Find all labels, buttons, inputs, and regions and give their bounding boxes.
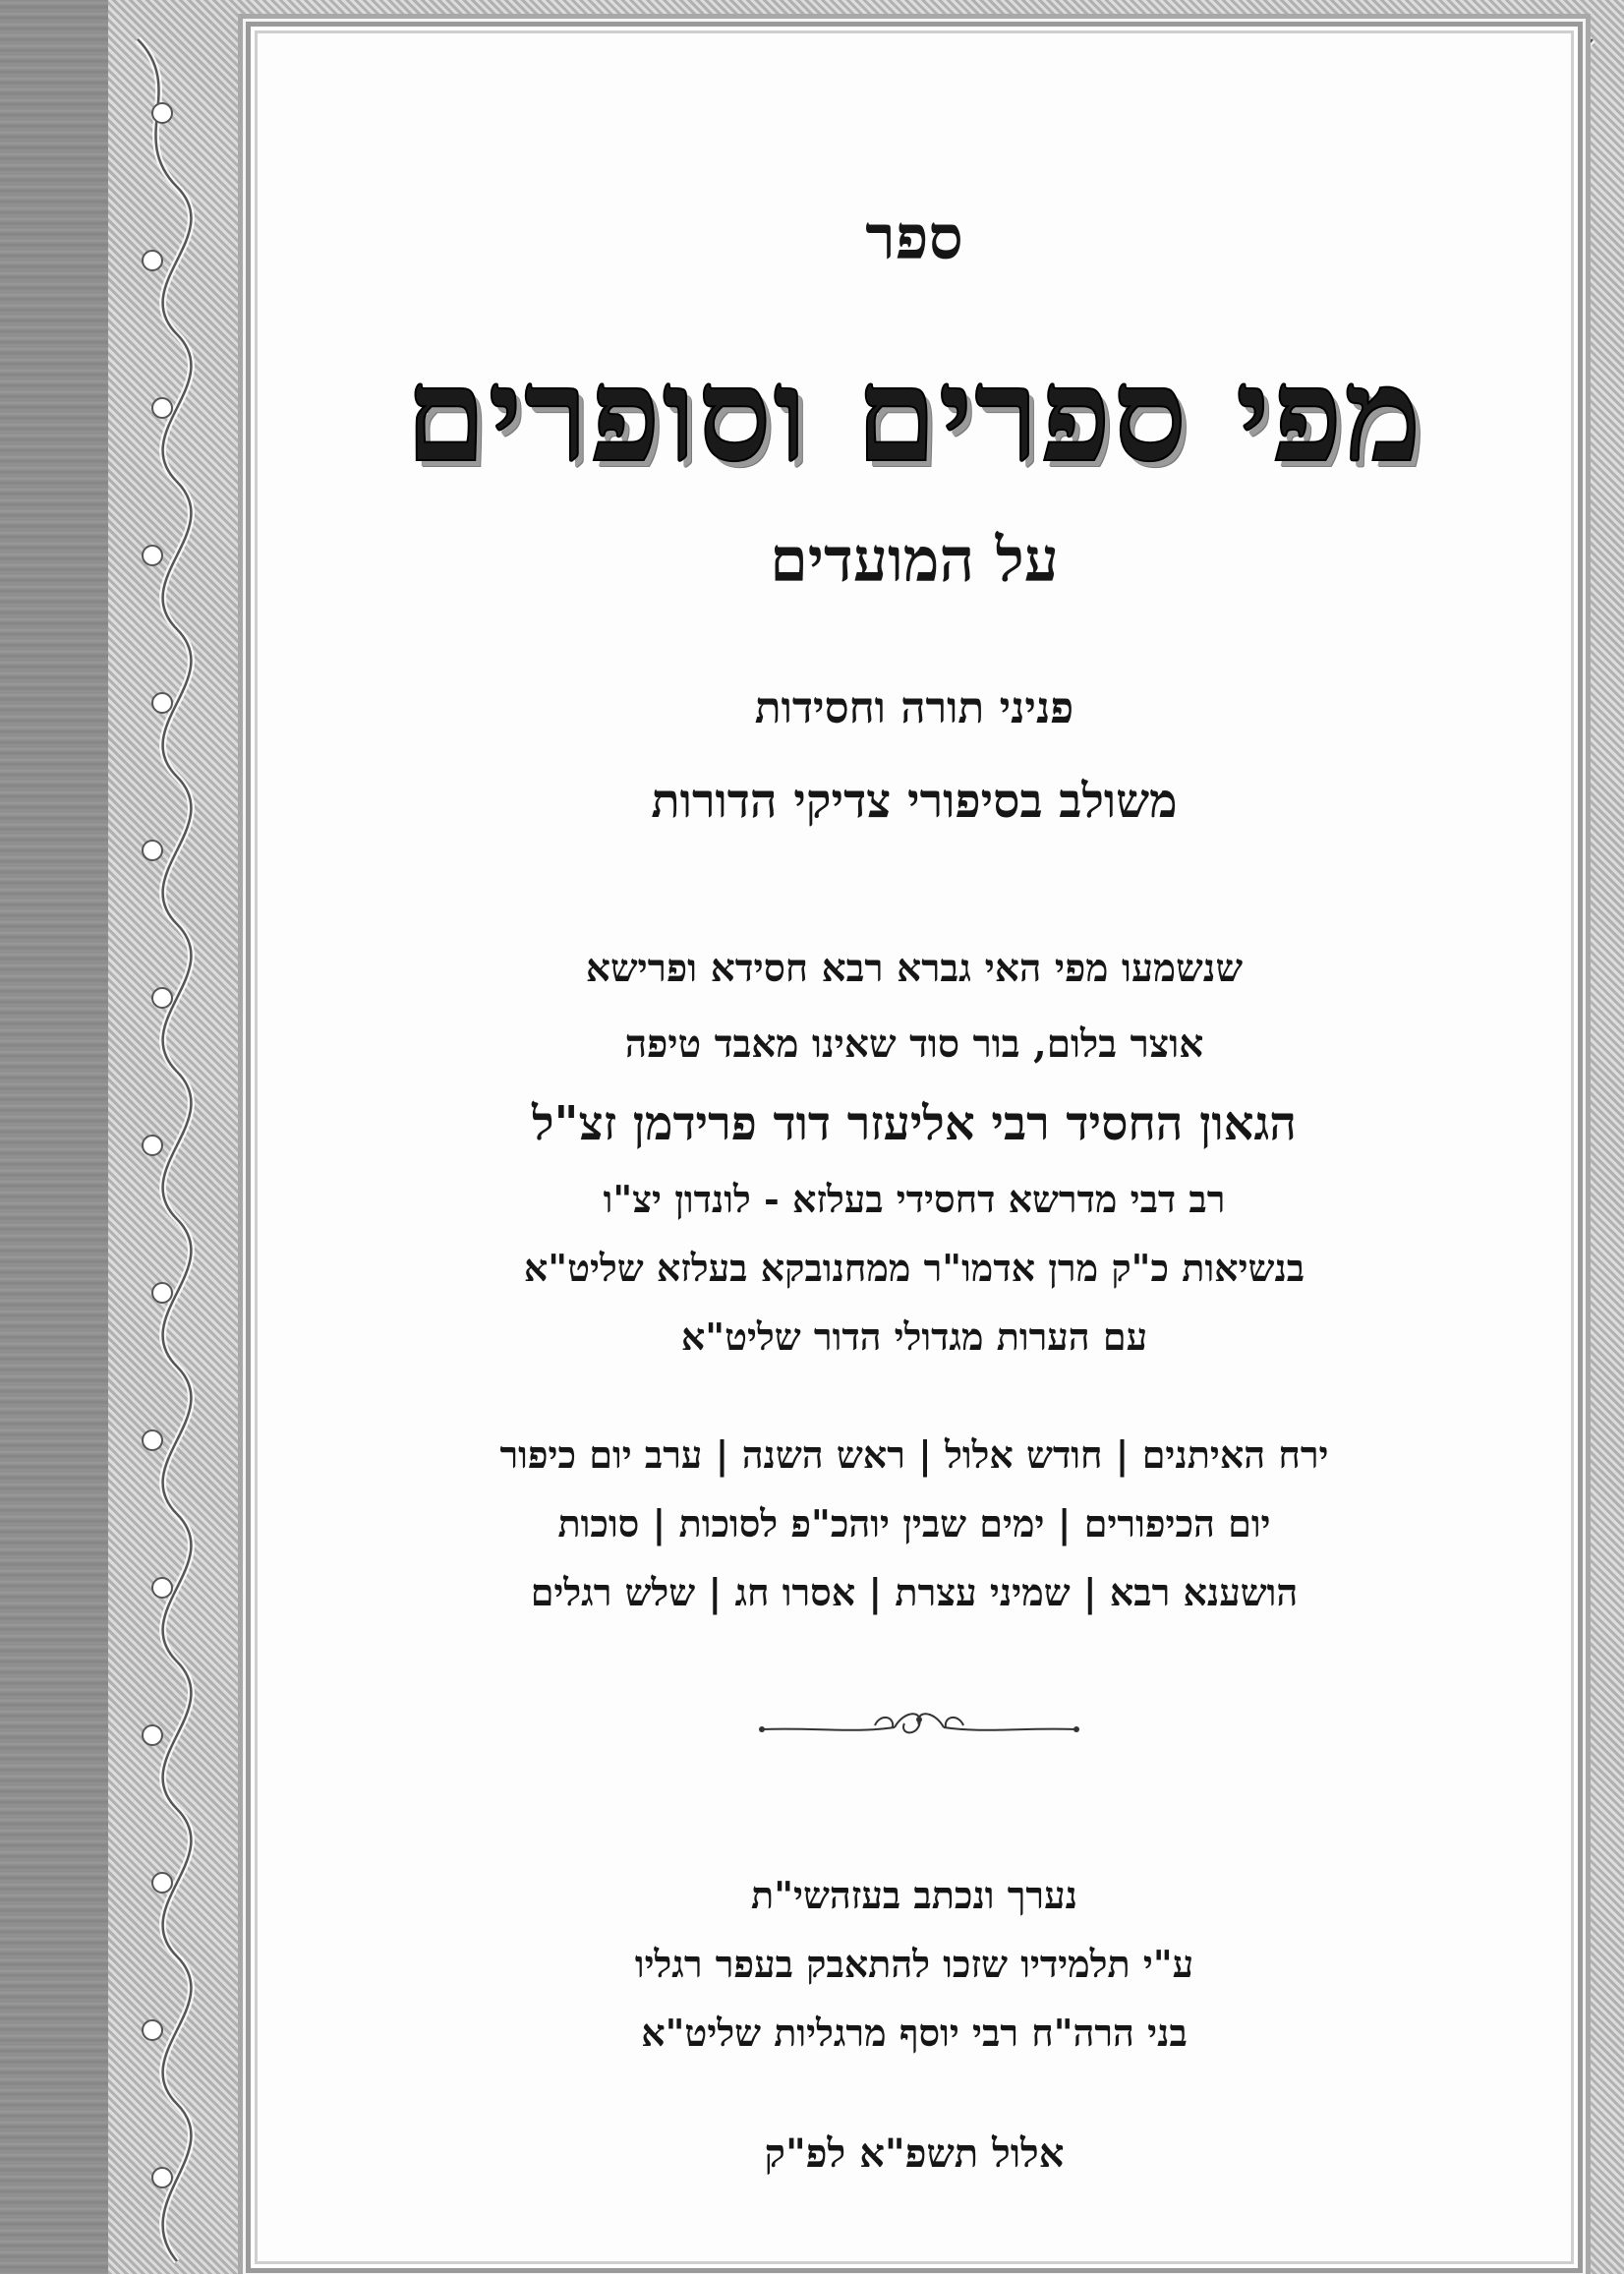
flourish-divider-icon — [757, 1698, 1081, 1757]
publication-date: אלול תשפ"א לפ"ק — [764, 2130, 1065, 2177]
description-line-1: פניני תורה וחסידות — [754, 683, 1074, 733]
contents-line-2: יום הכיפורים | ימים שבין יוהכ"פ לסוכות | סוכות — [557, 1501, 1271, 1545]
attribution-line-2: אוצר בלום, בור סוד שאינו מאבד טיפה — [624, 1021, 1204, 1067]
contents-line-3: הושענא רבא | שמיני עצרת | אסרו חג | שלש רגלים — [530, 1570, 1299, 1614]
title-page-content — [251, 27, 1578, 2268]
attribution-line-1: שנשמעו מפי האי גברא רבא חסידא ופרישא — [585, 946, 1244, 991]
author-name: הגאון החסיד רבי אליעזר דוד פרידמן זצ"ל — [532, 1096, 1297, 1151]
attribution-line-6: עם הערות מגדולי הדור שליט"א — [680, 1314, 1148, 1359]
book-subtitle: על המועדים — [770, 524, 1059, 596]
attribution-line-4: רב דבי מדרשא דחסידי בעלזא - לונדון יצ"ו — [603, 1177, 1226, 1221]
description-line-2: משולב בסיפורי צדיקי הדורות — [651, 774, 1178, 829]
inner-page — [246, 22, 1583, 2273]
book-title: מפי ספרים וסופרים — [405, 339, 1423, 492]
credits-line-3: בני הרה"ח רבי יוסף מרגליות שליט"א — [641, 2011, 1188, 2055]
credits-line-1: נערך ונכתב בעזהשי"ת — [751, 1873, 1077, 1917]
attribution-line-5: בנשיאות כ"ק מרן אדמו"ר ממחנובקא בעלזא שליט"א — [523, 1246, 1305, 1290]
credits-line-2: ע"י תלמידיו שזכו להתאבק בעפר רגליו — [634, 1942, 1194, 1986]
scan-edge — [0, 0, 108, 2274]
ornamental-border — [108, 0, 1624, 2274]
book-label: ספר — [865, 202, 963, 273]
contents-line-1: ירח האיתנים | חודש אלול | ראש השנה | ערב יום כיפור — [499, 1432, 1329, 1477]
